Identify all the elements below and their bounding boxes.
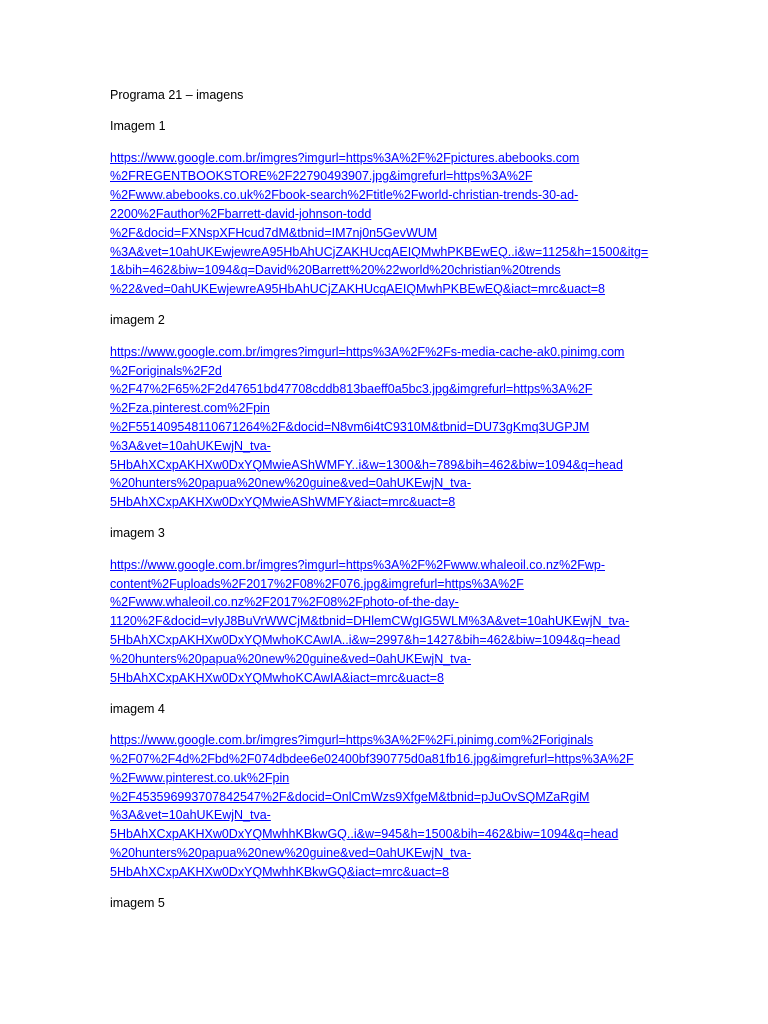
link-line[interactable]: %3A&vet=10ahUKEwjN_tva-: [110, 438, 271, 453]
link-line[interactable]: %2F&docid=FXNspXFHcud7dM&tbnid=IM7nj0n5GevWUM: [110, 225, 438, 240]
link-line[interactable]: 5HbAhXCxpAKHXw0DxYQMwhhKBkwGQ..i&w=945&h=1500&bih=462&biw=1094&q=head: [110, 827, 619, 842]
image-link-2[interactable]: [110, 343, 670, 512]
section-label-3: imagem 3: [110, 526, 165, 541]
link-line[interactable]: %2FREGENTBOOKSTORE%2F22790493907.jpg&imgrefurl=https%3A%2F: [110, 169, 533, 184]
section-label-4: imagem 4: [110, 701, 165, 716]
document-title: Programa 21 – imagens: [110, 88, 244, 102]
link-line[interactable]: https://www.google.com.br/imgres?imgurl=https%3A%2F%2Fpictures.abebooks.com: [110, 150, 580, 165]
link-line[interactable]: %20hunters%20papua%20new%20guine&ved=0ahUKEwjN_tva-: [110, 476, 472, 491]
link-line[interactable]: 5HbAhXCxpAKHXw0DxYQMwieAShWMFY..i&w=1300&h=789&bih=462&biw=1094&q=head: [110, 457, 623, 472]
link-line[interactable]: 1&bih=462&biw=1094&q=David%20Barrett%20%22world%20christian%20trends: [110, 263, 561, 278]
link-line[interactable]: %20hunters%20papua%20new%20guine&ved=0ahUKEwjN_tva-: [110, 651, 472, 666]
link-line[interactable]: content%2Fuploads%2F2017%2F08%2F076.jpg&imgrefurl=https%3A%2F: [110, 576, 524, 591]
link-line[interactable]: %2F07%2F4d%2Fbd%2F074dbdee6e02400bf390775d0a81fb16.jpg&imgrefurl=https%3A%2F: [110, 751, 634, 766]
link-line[interactable]: 5HbAhXCxpAKHXw0DxYQMwieAShWMFY&iact=mrc&uact=8: [110, 495, 456, 510]
link-line[interactable]: %20hunters%20papua%20new%20guine&ved=0ahUKEwjN_tva-: [110, 845, 472, 860]
link-line[interactable]: %22&ved=0ahUKEwjewreA95HbAhUCjZAKHUcqAEIQMwhPKBEwEQ&iact=mrc&uact=8: [110, 282, 606, 297]
image-link-1[interactable]: [110, 149, 670, 299]
link-line[interactable]: %2Fza.pinterest.com%2Fpin: [110, 401, 270, 416]
document-page: [110, 86, 670, 925]
link-line[interactable]: 5HbAhXCxpAKHXw0DxYQMwhhKBkwGQ&iact=mrc&uact=8: [110, 864, 450, 879]
link-line[interactable]: 2200%2Fauthor%2Fbarrett-david-johnson-todd: [110, 206, 372, 221]
link-line[interactable]: %2F47%2F65%2F2d47651bd47708cddb813baeff0a5bc3.jpg&imgrefurl=https%3A%2F: [110, 382, 593, 397]
link-line[interactable]: %2Foriginals%2F2d: [110, 363, 222, 378]
image-link-3[interactable]: [110, 556, 670, 688]
link-line[interactable]: 5HbAhXCxpAKHXw0DxYQMwhoKCAwIA&iact=mrc&uact=8: [110, 670, 444, 685]
link-line[interactable]: %3A&vet=10ahUKEwjewreA95HbAhUCjZAKHUcqAEIQMwhPKBEwEQ..i&w=1125&h=1500&itg=: [110, 244, 649, 259]
section-label-5: imagem 5: [110, 895, 165, 910]
link-line[interactable]: %2Fwww.whaleoil.co.nz%2F2017%2F08%2Fphoto-of-the-day-: [110, 595, 459, 610]
sections-container: [110, 117, 670, 912]
section-label-1: Imagem 1: [110, 119, 166, 134]
link-line[interactable]: 5HbAhXCxpAKHXw0DxYQMwhoKCAwIA..i&w=2997&h=1427&bih=462&biw=1094&q=head: [110, 632, 621, 647]
link-line[interactable]: %2F453596993707842547%2F&docid=OnlCmWzs9XfgeM&tbnid=pJuOvSQMZaRgiM: [110, 789, 590, 804]
link-line[interactable]: %2F551409548110671264%2F&docid=N8vm6i4tC9310M&tbnid=DU73gKmq3UGPJM: [110, 419, 590, 434]
link-line[interactable]: 1120%2F&docid=vIyJ8BuVrWWCjM&tbnid=DHlemCWgIG5WLM%3A&vet=10ahUKEwjN_tva-: [110, 614, 630, 629]
link-line[interactable]: %2Fwww.abebooks.co.uk%2Fbook-search%2Ftitle%2Fworld-christian-trends-30-ad-: [110, 188, 579, 203]
image-link-4[interactable]: [110, 731, 670, 881]
section-label-2: imagem 2: [110, 313, 165, 328]
link-line[interactable]: %2Fwww.pinterest.co.uk%2Fpin: [110, 770, 290, 785]
link-line[interactable]: %3A&vet=10ahUKEwjN_tva-: [110, 808, 271, 823]
link-line[interactable]: https://www.google.com.br/imgres?imgurl=https%3A%2F%2Fwww.whaleoil.co.nz%2Fwp-: [110, 557, 605, 572]
link-line[interactable]: https://www.google.com.br/imgres?imgurl=https%3A%2F%2Fs-media-cache-ak0.pinimg.com: [110, 344, 625, 359]
link-line[interactable]: https://www.google.com.br/imgres?imgurl=https%3A%2F%2Fi.pinimg.com%2Foriginals: [110, 733, 594, 748]
